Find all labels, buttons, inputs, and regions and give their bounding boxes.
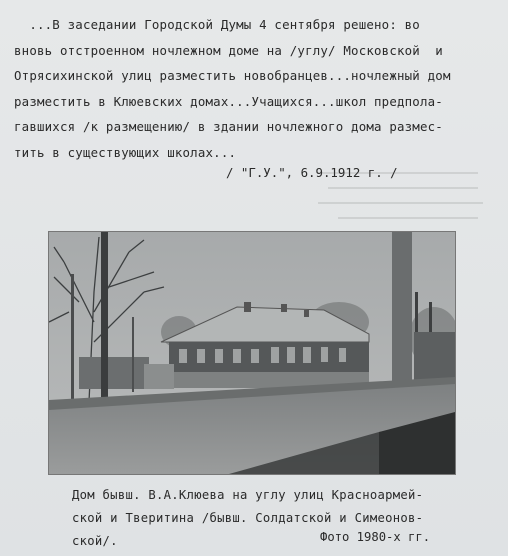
quote-line: ...В заседании Городской Думы 4 сентября решено: во xyxy=(14,17,420,32)
source-citation: / "Г.У.", 6.9.1912 г. / xyxy=(226,165,398,180)
quote-line: гавшихся /к размещению/ в здании ночлежного дома размес- xyxy=(14,119,443,134)
archival-quote xyxy=(14,12,484,165)
faint-reverse-text xyxy=(318,168,488,228)
street-scene-image xyxy=(49,232,455,474)
photo-credit: Фото 1980-х гг. xyxy=(320,530,431,544)
caption-line: ской/. xyxy=(72,534,118,548)
house-photograph xyxy=(49,232,455,474)
quote-line: вновь отстроенном ночлежном доме на /углу/ Московской и xyxy=(14,42,443,58)
caption-line: Дом бывш. В.А.Клюева на углу улиц Красноармей- xyxy=(72,488,424,502)
caption-line: ской и Тверитина /бывш. Солдатской и Симеонов- xyxy=(72,511,424,525)
quote-line: Отрясихинской улиц разместить новобранцев...ночлежный дом xyxy=(14,68,451,83)
quote-line: разместить в Клюевских домах...Учащихся...школ предпола- xyxy=(14,93,443,109)
bleed-through-texture xyxy=(318,168,488,228)
quote-line: тить в существующих школах... xyxy=(14,144,237,160)
